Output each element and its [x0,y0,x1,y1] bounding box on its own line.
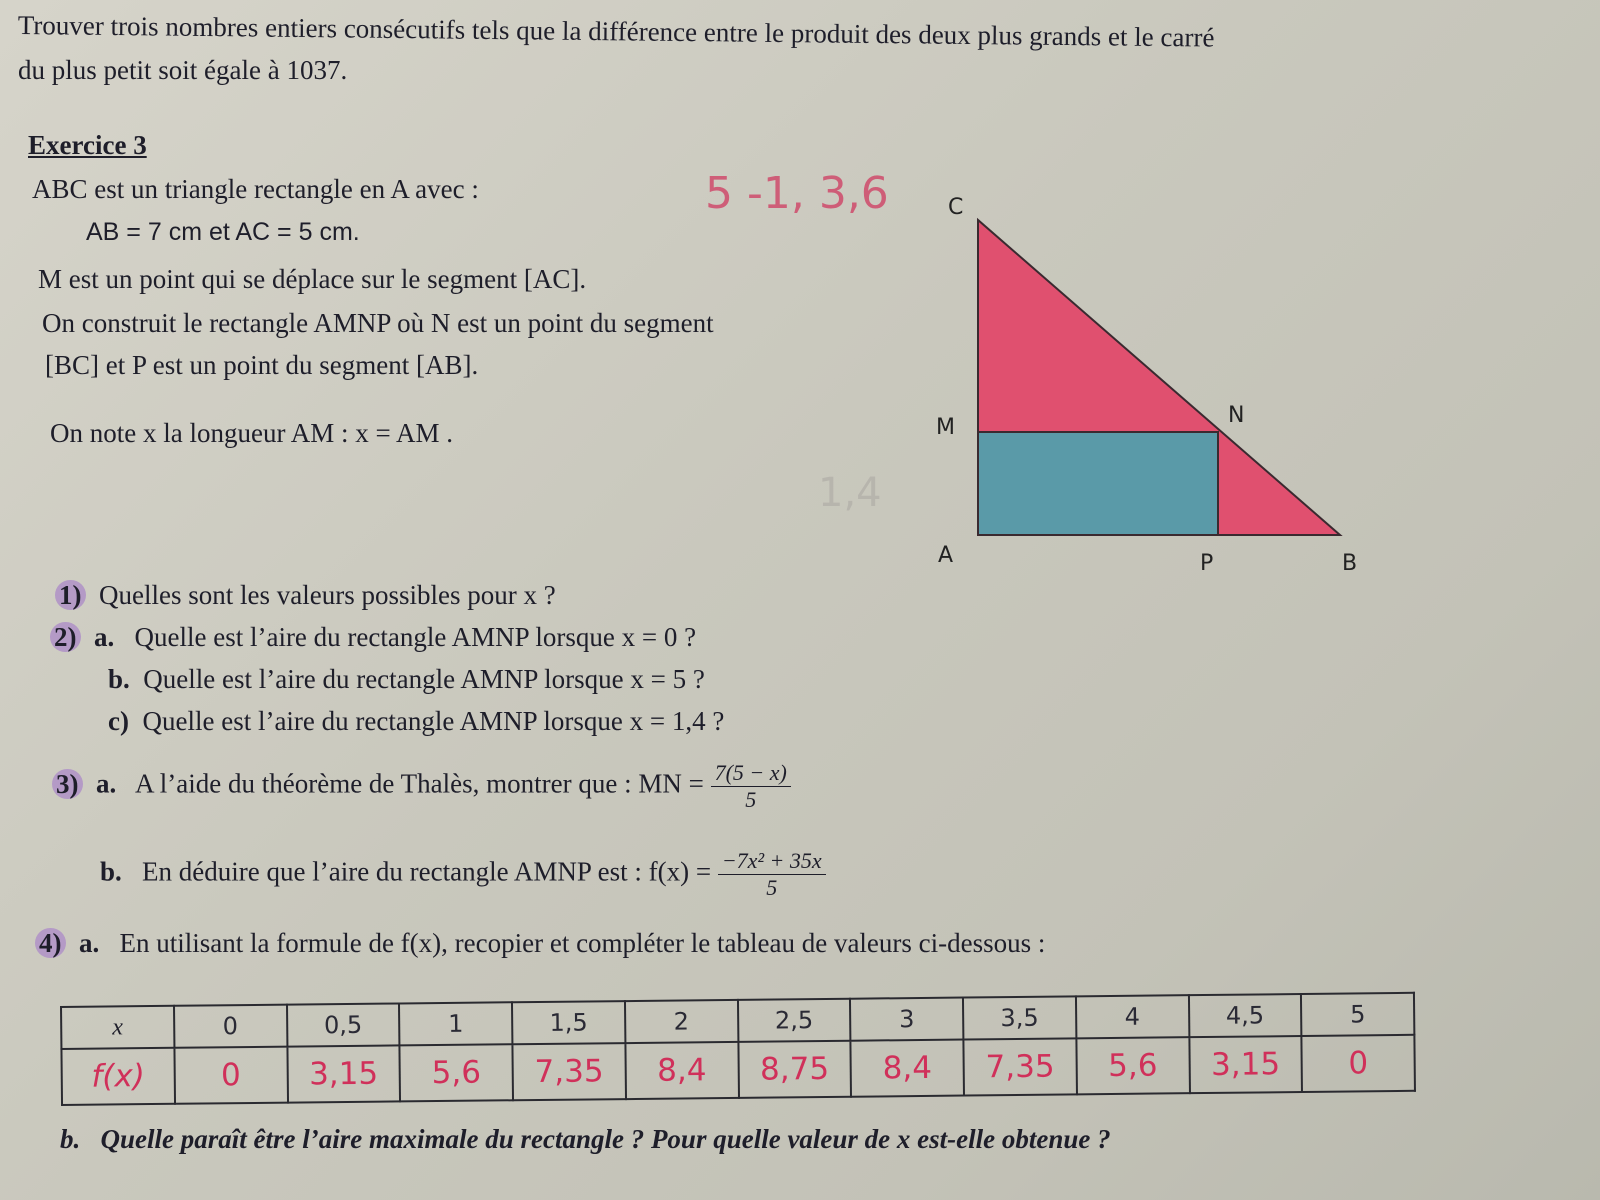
table-cell: 5,6 [1076,1037,1189,1094]
question-3a: 3) a. A l’aide du théorème de Thalès, montrer que : MN = $\frac{7(5 - x)}{5}$ [52,760,791,813]
label-a: A [938,543,954,568]
statement-line-2: AB = 7 cm et AC = 5 cm. [86,218,360,246]
table-cell: 3,15 [287,1045,400,1102]
values-table [60,992,1416,1106]
exercise-title: Exercice 3 [28,130,147,160]
table-cell: 4,5 [1188,994,1301,1037]
table-head-x: x [61,1006,174,1049]
table-cell: 7,35 [963,1038,1076,1095]
table-cell: 0,5 [286,1003,399,1046]
table-cell: 0 [174,1005,287,1048]
table-head-fx: f(x) [61,1048,174,1105]
handwritten-note: 5 -1, 3,6 [705,168,889,219]
label-b: B [1342,551,1358,576]
table-cell: 5 [1301,993,1414,1036]
triangle-figure [930,190,1390,580]
table-cell: 1,5 [512,1001,625,1044]
question-2c: c) Quelle est l’aire du rectangle AMNP lorsque x = 1,4 ? [108,706,725,736]
statement-line-1: ABC est un triangle rectangle en A avec : [32,174,479,204]
table-cell: 2,5 [737,999,850,1042]
table-cell: 3,15 [1189,1036,1302,1093]
fraction-mn: $\frac{7(5 - x)}{5}$ [711,760,791,813]
question-1: 1) Quelles sont les valeurs possibles pour x ? [55,580,556,611]
label-c: C [948,195,964,220]
statement-line-3: M est un point qui se déplace sur le segment [AC]. [38,264,587,294]
statement-line-5: [BC] et P est un point du segment [AB]. [45,350,479,380]
question-4b: b. Quelle paraît être l’aire maximale du rectangle ? Pour quelle valeur de x est-elle obtenue ? [60,1124,1111,1154]
intro-line-1: Trouver trois nombres entiers consécutifs tels que la différence entre le produit des deux plus grands et le carré [17,10,1215,53]
table-cell: 0 [174,1047,287,1104]
label-m: M [936,415,955,440]
rectangle-amnp [978,432,1218,535]
fraction-fx: $\frac{\text{−7x² + 35x}}{5}$ [718,848,826,901]
intro-line-2: du plus petit soit égale à 1037. [18,55,348,85]
table-cell: 8,4 [625,1042,738,1099]
question-4a: 4) a. En utilisant la formule de f(x), recopier et compléter le tableau de valeurs ci-dessous : [35,928,1045,959]
table-cell: 1 [399,1002,512,1045]
handwritten-side-note: 1,4 [818,470,882,516]
table-cell: 0 [1302,1035,1415,1092]
table-cell: 5,6 [400,1044,513,1101]
table-cell: 8,75 [738,1041,851,1098]
question-3b: b. En déduire que l’aire du rectangle AMNP est : f(x) = $\frac{\text{−7x² + 35x}}{5}$ [100,848,826,901]
question-2a: 2) a. Quelle est l’aire du rectangle AMNP lorsque x = 0 ? [50,622,696,653]
table-cell: 2 [625,1000,738,1043]
table-cell: 3 [850,998,963,1041]
question-2b: b. Quelle est l’aire du rectangle AMNP lorsque x = 5 ? [108,664,705,694]
table-cell: 7,35 [512,1043,625,1100]
statement-line-6: On note x la longueur AM : x = AM . [50,418,453,448]
table-cell: 4 [1076,995,1189,1038]
table-cell: 8,4 [851,1040,964,1097]
table-cell: 3,5 [963,996,1076,1039]
statement-line-4: On construit le rectangle AMNP où N est un point du segment [42,308,714,338]
label-n: N [1228,403,1245,428]
label-p: P [1200,551,1214,576]
